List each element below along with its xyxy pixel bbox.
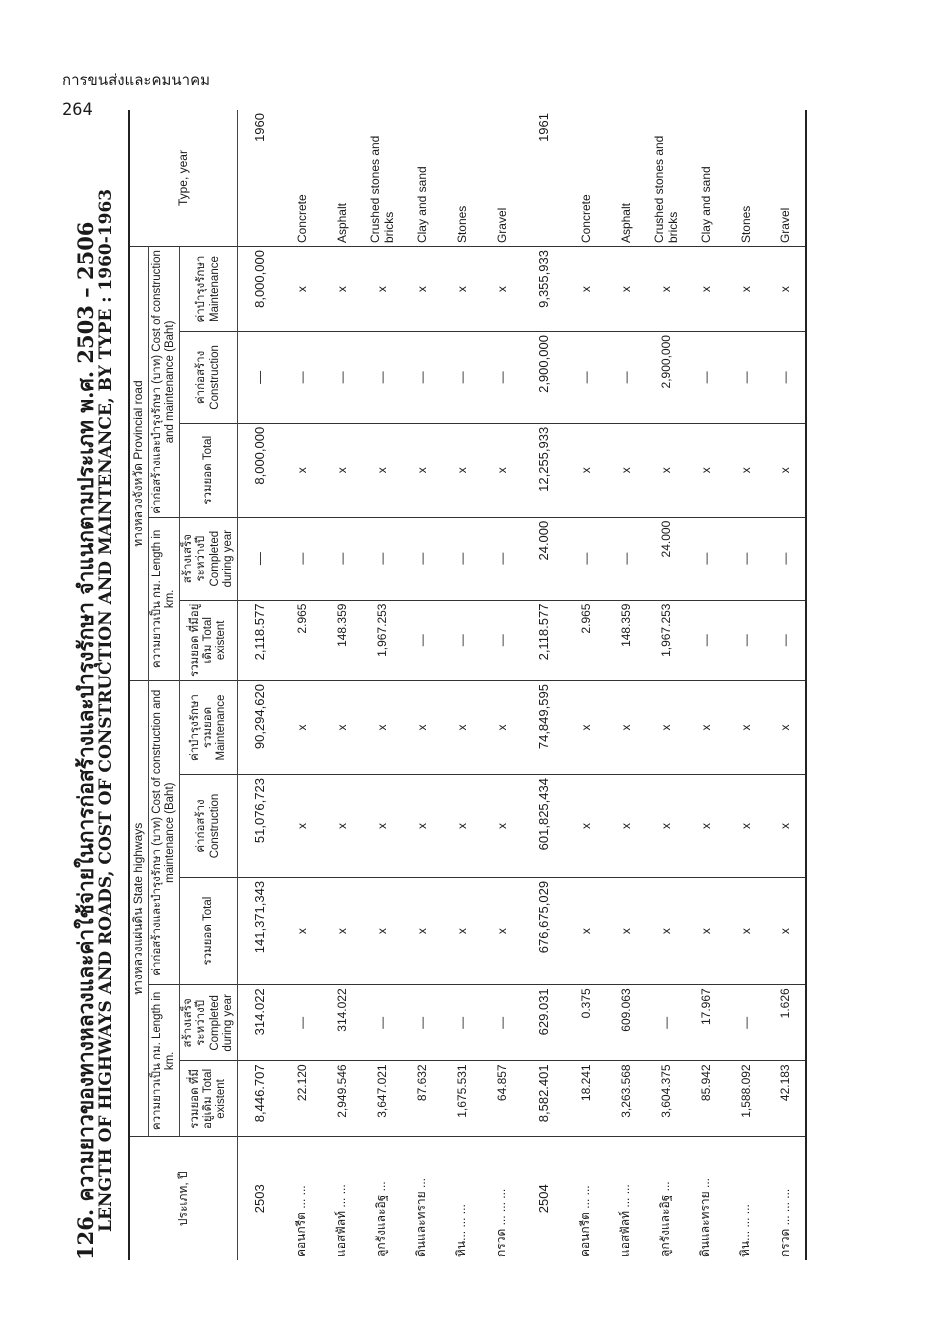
table-cell: x — [482, 681, 522, 775]
table-cell: — — [442, 332, 482, 424]
row-label-thai: หิน... ... ... — [454, 1204, 469, 1257]
table-cell: x — [402, 247, 442, 332]
table-cell: x — [282, 877, 322, 984]
table-cell: x — [726, 247, 766, 332]
table-cell: 8,582.401 — [522, 1061, 566, 1137]
table-cell: — — [322, 517, 362, 600]
table-cell: x — [646, 247, 686, 332]
table-cell: — — [362, 332, 402, 424]
table-row — [442, 110, 482, 1260]
prov-construction-header: ค่าก่อสร้าง Construction — [180, 332, 238, 424]
table-cell: x — [322, 775, 362, 878]
table-cell: 314.022 — [238, 985, 282, 1061]
table-row — [686, 110, 726, 1260]
table-cell: — — [766, 332, 806, 424]
table-cell: x — [646, 681, 686, 775]
table-cell: 9,355,933 — [522, 247, 566, 332]
table-cell: — — [322, 332, 362, 424]
table-cell: x — [362, 877, 402, 984]
table-cell: x — [322, 423, 362, 517]
table-cell: — — [566, 517, 606, 600]
table-cell: 2.965 — [282, 600, 322, 681]
rotated-table-block — [70, 110, 830, 1260]
table-cell: x — [482, 877, 522, 984]
row-label-thai: 2503 — [252, 1184, 268, 1214]
table-cell: 3,647.021 — [362, 1061, 402, 1137]
row-label-english: Asphalt — [606, 110, 646, 247]
row-label-english: 1960 — [238, 110, 282, 247]
data-table — [128, 110, 807, 1260]
row-label-thai: คอนกรีต ... ... — [578, 1185, 593, 1257]
table-cell: 2,949.546 — [322, 1061, 362, 1137]
table-cell: — — [726, 332, 766, 424]
table-cell: x — [606, 423, 646, 517]
row-label-thai: 2504 — [536, 1184, 552, 1214]
table-row-year — [238, 110, 282, 1260]
table-body — [238, 110, 806, 1260]
state-length-header: ความยาวเป็น กม. Length in km. — [148, 985, 179, 1137]
prov-completed-header: สร้างเสร็จ ระหว่างปี Completed during year — [180, 517, 238, 600]
table-cell: x — [282, 681, 322, 775]
row-label-english: Crushed stones and bricks — [646, 110, 686, 247]
table-cell: — — [362, 517, 402, 600]
prov-maintenance-header: ค่าบำรุงรักษา Maintenance — [180, 247, 238, 332]
table-cell: — — [482, 985, 522, 1061]
table-cell: 8,000,000 — [238, 423, 282, 517]
table-cell: — — [566, 332, 606, 424]
table-cell: x — [606, 775, 646, 878]
table-cell: 1,967.253 — [362, 600, 402, 681]
table-cell: x — [646, 877, 686, 984]
table-cell: x — [442, 775, 482, 878]
table-cell: 8,000,000 — [238, 247, 282, 332]
table-cell: — — [686, 600, 726, 681]
table-cell: 1.626 — [766, 985, 806, 1061]
table-cell: 1,967.253 — [646, 600, 686, 681]
table-cell: 3,604.375 — [646, 1061, 686, 1137]
table-row — [726, 110, 766, 1260]
state-construction-header: ค่าก่อสร้าง Construction — [180, 775, 238, 878]
row-label-thai: กรวด ... ... ... — [494, 1188, 509, 1257]
table-cell: 12,255,933 — [522, 423, 566, 517]
table-cell: — — [442, 985, 482, 1061]
table-cell: x — [442, 681, 482, 775]
table-row — [566, 110, 606, 1260]
table-cell: 2,900,000 — [522, 332, 566, 424]
table-cell: 2,118.577 — [238, 600, 282, 681]
table-cell: x — [322, 877, 362, 984]
table-cell: — — [726, 600, 766, 681]
prov-total-header: รวมยอด Total — [180, 423, 238, 517]
row-label-english: Crushed stones and bricks — [362, 110, 402, 247]
table-cell: 676,675,029 — [522, 877, 566, 984]
row-label-english: Stones — [442, 110, 482, 247]
table-cell: x — [606, 247, 646, 332]
table-cell: x — [362, 423, 402, 517]
table-cell: — — [402, 332, 442, 424]
table-cell: — — [766, 517, 806, 600]
table-cell: 601,825,434 — [522, 775, 566, 878]
table-row — [322, 110, 362, 1260]
table-cell: x — [282, 775, 322, 878]
row-label-thai: ลูกรังและอิฐ ... — [658, 1181, 673, 1257]
state-total-existent-header: รวมยอด ที่มีอยู่เดิม Total existent — [180, 1061, 238, 1137]
table-cell: 2,118.577 — [522, 600, 566, 681]
table-cell: x — [402, 681, 442, 775]
table-cell: 42.183 — [766, 1061, 806, 1137]
table-row — [646, 110, 686, 1260]
row-label-english: Asphalt — [322, 110, 362, 247]
table-cell: x — [282, 423, 322, 517]
table-cell: x — [766, 681, 806, 775]
table-row-year — [522, 110, 566, 1260]
table-cell: x — [726, 681, 766, 775]
table-cell: 8,446.707 — [238, 1061, 282, 1137]
table-cell: 74,849,595 — [522, 681, 566, 775]
table-cell: — — [686, 332, 726, 424]
title-thai: 126. ความยาวของทางหลวงและค่าใช้จ่ายในการก่อสร้างและบำรุงรักษา จำแนกตามประเภท พ.ศ. 2503 – 2506 — [73, 221, 98, 1260]
table-cell: x — [726, 423, 766, 517]
row-label-thai: แอสฟัลท์ ... ... — [618, 1184, 633, 1257]
row-label-thai: ดินและทราย ... — [698, 1178, 713, 1257]
table-cell: x — [646, 775, 686, 878]
table-cell: — — [402, 985, 442, 1061]
provincial-road-header: ทางหลวงจังหวัด Provincial road — [129, 247, 148, 681]
table-cell: — — [686, 517, 726, 600]
table-cell: 629.031 — [522, 985, 566, 1061]
table-cell: x — [686, 775, 726, 878]
row-label-english: Concrete — [282, 110, 322, 247]
table-cell: 3,263.568 — [606, 1061, 646, 1137]
table-cell: x — [322, 247, 362, 332]
table-cell: 24.000 — [646, 517, 686, 600]
table-cell: x — [726, 775, 766, 878]
row-label-english: Clay and sand — [402, 110, 442, 247]
row-label-thai: ลูกรังและอิฐ ... — [374, 1181, 389, 1257]
prov-total-existent-header: รวมยอด ที่มีอยู่เดิม Total existent — [180, 600, 238, 681]
table-cell: x — [606, 681, 646, 775]
table-cell: 64.857 — [482, 1061, 522, 1137]
table-cell: 2,900,000 — [646, 332, 686, 424]
table-cell: 0.375 — [566, 985, 606, 1061]
table-cell: x — [362, 775, 402, 878]
page-number: 264 — [62, 100, 93, 120]
table-cell: — — [606, 517, 646, 600]
table-cell: x — [566, 681, 606, 775]
table-row — [482, 110, 522, 1260]
table-cell: x — [726, 877, 766, 984]
table-row — [282, 110, 322, 1260]
type-header-thai: ประเภท, ปี — [129, 1137, 238, 1260]
table-cell: x — [322, 681, 362, 775]
table-cell: x — [766, 423, 806, 517]
table-cell: x — [442, 877, 482, 984]
table-cell: x — [646, 423, 686, 517]
state-highways-header: ทางหลวงแผ่นดิน State highways — [129, 681, 148, 1137]
row-label-thai: ดินและทราย ... — [414, 1178, 429, 1257]
table-cell: 141,371,343 — [238, 877, 282, 984]
table-cell: — — [442, 517, 482, 600]
table-cell: — — [482, 332, 522, 424]
table-cell: — — [646, 985, 686, 1061]
table-cell: — — [606, 332, 646, 424]
state-completed-header: สร้างเสร็จ ระหว่างปี Completed during year — [180, 985, 238, 1061]
table-cell: 51,076,723 — [238, 775, 282, 878]
table-cell: 24.000 — [522, 517, 566, 600]
table-cell: x — [482, 247, 522, 332]
table-cell: 2.965 — [566, 600, 606, 681]
table-cell: — — [482, 517, 522, 600]
table-row — [362, 110, 402, 1260]
table-cell: x — [362, 681, 402, 775]
table-cell: — — [402, 517, 442, 600]
row-label-thai: คอนกรีต ... ... — [294, 1185, 309, 1257]
table-cell: x — [606, 877, 646, 984]
table-cell: — — [238, 517, 282, 600]
table-cell: x — [442, 247, 482, 332]
table-row — [402, 110, 442, 1260]
title-english: LENGTH OF HIGHWAYS AND ROADS, COST OF CONSTRUCTION AND MAINTENANCE, BY TYPE : 1960-1963 — [96, 188, 116, 1232]
prov-cost-header: ค่าก่อสร้างและบำรุงรักษา (บาท) Cost of construction and maintenance (Baht) — [148, 247, 179, 518]
table-cell: x — [402, 423, 442, 517]
table-cell: — — [766, 600, 806, 681]
table-cell: — — [726, 517, 766, 600]
table-cell: x — [686, 423, 726, 517]
state-maintenance-header: ค่าบำรุงรักษา รวมยอด Maintenance — [180, 681, 238, 775]
row-label-english: Gravel — [766, 110, 806, 247]
table-cell: — — [442, 600, 482, 681]
table-cell: 148.359 — [322, 600, 362, 681]
table-cell: — — [238, 332, 282, 424]
row-label-thai: กรวด ... ... ... — [766, 1137, 806, 1260]
table-cell: 1,588.092 — [726, 1061, 766, 1137]
table-cell: x — [766, 775, 806, 878]
table-cell: 87.632 — [402, 1061, 442, 1137]
table-cell: x — [482, 775, 522, 878]
table-row — [606, 110, 646, 1260]
table-cell: 609.063 — [606, 985, 646, 1061]
table-cell: x — [686, 681, 726, 775]
type-header-english: Type, year — [129, 110, 238, 247]
table-cell: — — [726, 985, 766, 1061]
table-cell: x — [566, 247, 606, 332]
table-cell: — — [282, 332, 322, 424]
row-label-english: Concrete — [566, 110, 606, 247]
table-cell: — — [362, 985, 402, 1061]
state-cost-header: ค่าก่อสร้างและบำรุงรักษา (บาท) Cost of construction and maintenance (Baht) — [148, 681, 179, 985]
table-cell: — — [282, 517, 322, 600]
table-cell: x — [566, 775, 606, 878]
table-cell: 148.359 — [606, 600, 646, 681]
table-cell: 85.942 — [686, 1061, 726, 1137]
table-cell: 90,294,620 — [238, 681, 282, 775]
row-label-thai: แอสฟัลท์ ... ... — [334, 1184, 349, 1257]
table-cell: x — [402, 775, 442, 878]
row-label-english: Clay and sand — [686, 110, 726, 247]
table-cell: — — [482, 600, 522, 681]
row-label-thai: หิน... ... ... — [738, 1204, 753, 1257]
row-label-english: Gravel — [482, 110, 522, 247]
table-cell: 17.967 — [686, 985, 726, 1061]
table-cell: x — [362, 247, 402, 332]
table-cell: x — [686, 247, 726, 332]
table-cell: 22.120 — [282, 1061, 322, 1137]
state-total-header: รวมยอด Total — [180, 877, 238, 984]
table-cell: 1,675.531 — [442, 1061, 482, 1137]
table-cell: — — [282, 985, 322, 1061]
table-cell: x — [442, 423, 482, 517]
table-cell: 314.022 — [322, 985, 362, 1061]
table-cell: x — [282, 247, 322, 332]
table-cell: x — [566, 877, 606, 984]
table-cell: x — [402, 877, 442, 984]
page-header: การขนส่งและคมนาคม — [62, 71, 210, 89]
table-cell: x — [766, 247, 806, 332]
prov-length-header: ความยาวเป็น กม. Length in km. — [148, 517, 179, 680]
table-row — [766, 110, 806, 1260]
row-label-english: Stones — [726, 110, 766, 247]
table-cell: x — [482, 423, 522, 517]
table-cell: x — [566, 423, 606, 517]
row-label-english: 1961 — [522, 110, 566, 247]
table-cell: 18.241 — [566, 1061, 606, 1137]
table-cell: x — [686, 877, 726, 984]
table-cell: x — [766, 877, 806, 984]
table-cell: — — [402, 600, 442, 681]
